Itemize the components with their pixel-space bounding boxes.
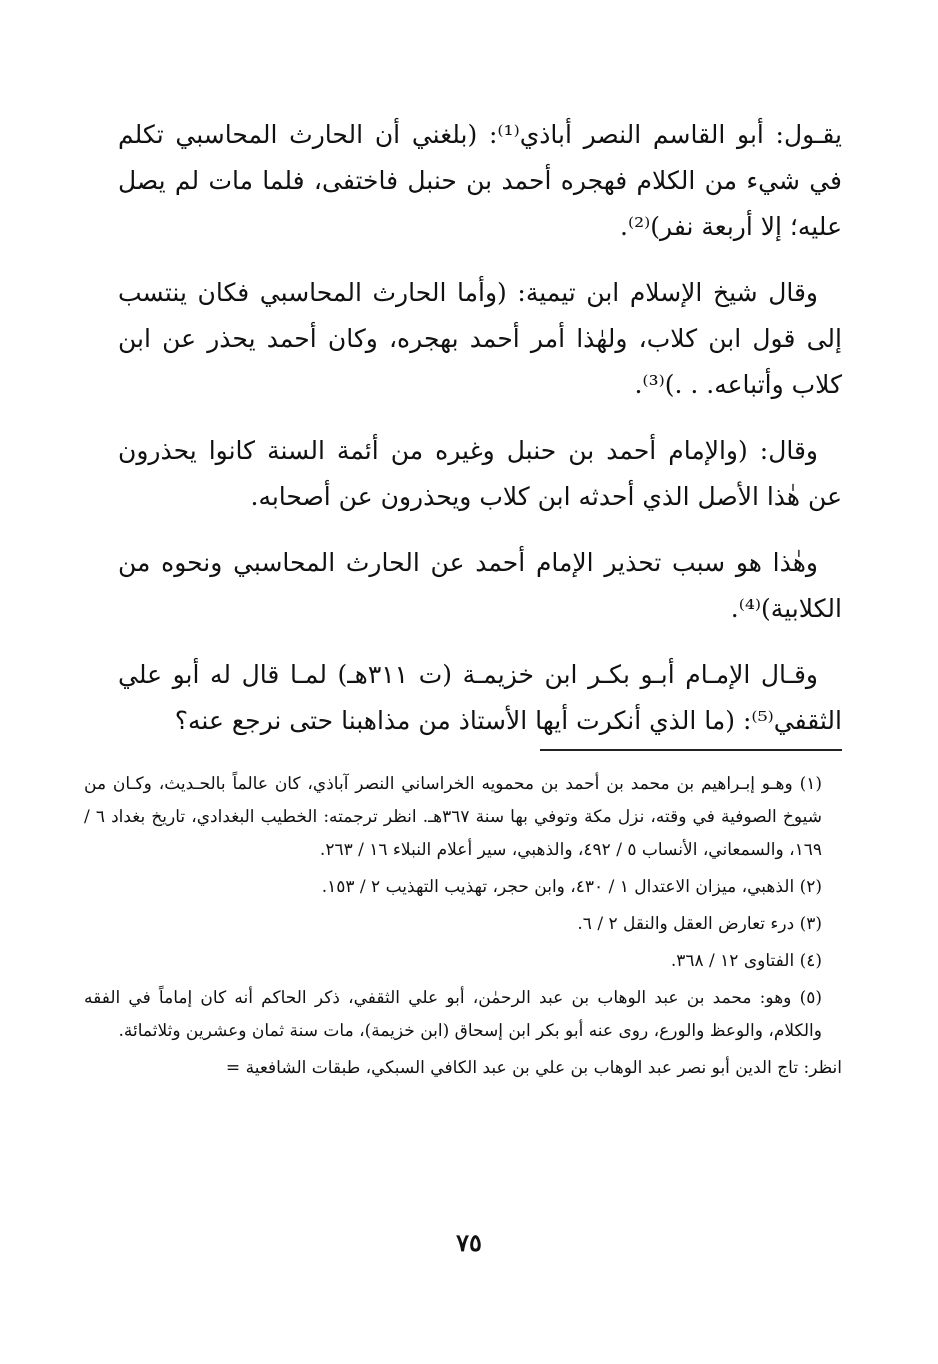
paragraph-reason-for-warning: وهٰذا هو سبب تحذير الإمام أحمد عن الحارث المحاسبي ونحوه من الكلابية)⁽⁴⁾.: [118, 548, 842, 623]
footnote-4: (٤) الفتاوى ١٢ / ٣٦٨.: [670, 951, 822, 971]
paragraph-ibn-taymiyya-quote: وقال شيخ الإسلام ابن تيمية: (وأما الحارث المحاسبي فكان ينتسب إلى قول ابن كلاب، ولهٰذا أمر أحمد بهجره، وكان أحمد يحذر عن ابن كلاب وأتباعه. . .)⁽³⁾.: [118, 278, 842, 399]
footnote-2: (٢) الذهبي، ميزان الاعتدال ١ / ٤٣٠، وابن حجر، تهذيب التهذيب ٢ / ١٥٣.: [321, 877, 822, 897]
footnote-1: (١) وهـو إبـراهيم بن محمد بن أحمد بن محمويه الخراساني النصر آباذي، كان عالماً بالحـديث، وكـان من شيوخ الصوفية في وقته، نزل مكة وتوفي بها سنة ٣٦٧هـ. انظر ترجمته: الخطيب البغدادي، تاريخ بغداد ٦ / ١٦٩، والسمعاني، الأنساب ٥ / ٤٩٢، والذهبي، سير أعلام النبلاء ١٦ / ٢٦٣.: [84, 774, 822, 860]
continuation-mark: =: [225, 1058, 241, 1078]
paragraph-imam-ahmad-warning: وقال: (والإمام أحمد بن حنبل وغيره من أئمة السنة كانوا يحذرون عن هٰذا الأصل الذي أحدثه ابن كلاب ويحذرون عن أصحابه.: [118, 436, 842, 511]
paragraph-nasrabadi-quote: يقـول: أبو القاسم النصر أباذي⁽¹⁾: (بلغني أن الحارث المحاسبي تكلم في شيء من الكلام فهجره أحمد بن حنبل فاختفى، فلما مات لم يصل عليه؛ إلا أربعة نفر)⁽²⁾.: [118, 120, 842, 241]
footnote-5: (٥) وهو: محمد بن عبد الوهاب بن عبد الرحمٰن، أبو علي الثقفي، ذكر الحاكم أنه كان إماماً في الفقه والكلام، والوعظ والورع، روى عنه أبو بكر ابن إسحاق (ابن خزيمة)، مات سنة ثمان وعشرين وثلاثمائة.: [84, 988, 822, 1041]
footnotes: [84, 768, 842, 1085]
footnote-3: (٣) درء تعارض العقل والنقل ٢ / ٦.: [577, 914, 822, 934]
page-number: ٧٥: [456, 1228, 482, 1257]
footnote-5-continued: [84, 1052, 842, 1085]
footnote-separator: [540, 749, 842, 751]
footnote-5-continued-text: انظر: تاج الدين أبو نصر عبد الوهاب بن علي بن عبد الكافي السبكي، طبقات الشافعية: [245, 1058, 842, 1078]
main-text: [118, 112, 842, 764]
paragraph-ibn-khuzayma: وقـال الإمـام أبـو بكـر ابن خزيمـة (ت ٣١١هـ) لمـا قال له أبو علي الثقفي⁽⁵⁾: (ما الذي أنكرت أيها الأستاذ من مذاهبنا حتى نرجع عنه؟: [118, 660, 842, 735]
